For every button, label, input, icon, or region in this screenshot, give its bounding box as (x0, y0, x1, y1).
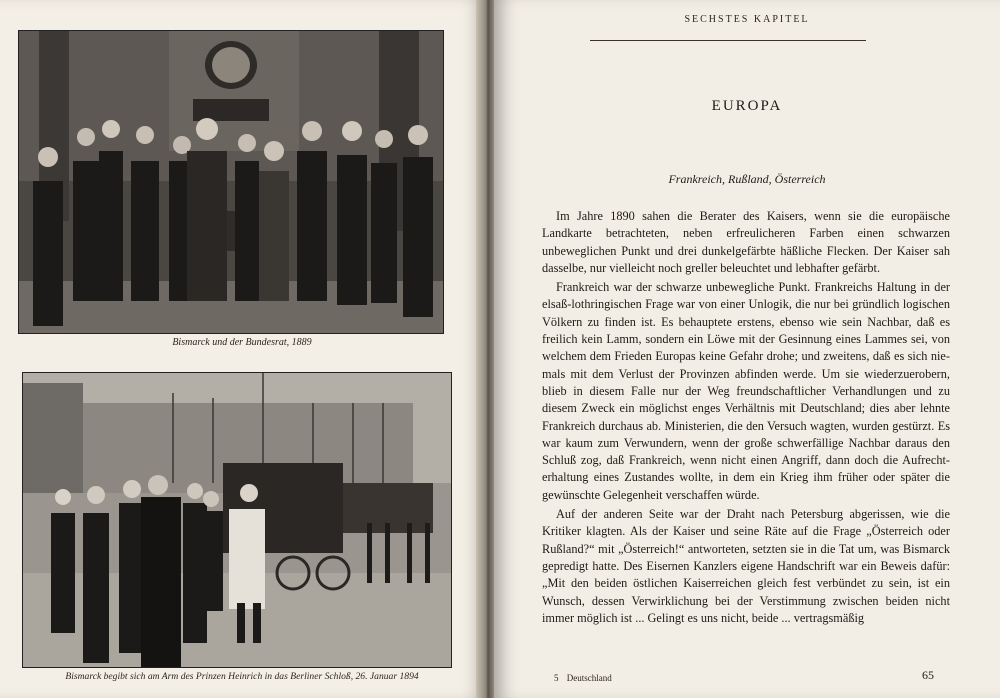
photo-berliner-schloss (22, 372, 452, 668)
signature-title: Deutschland (566, 673, 612, 683)
right-page (494, 0, 1000, 698)
photo-bundesrat-caption: Bismarck und der Bundesrat, 1889 (172, 337, 312, 348)
photo-berliner-schloss-image (23, 373, 451, 667)
page-number: 65 (922, 668, 934, 682)
photo-bundesrat-image (19, 31, 443, 333)
paragraph: Auf der anderen Seite war der Draht nach Petersburg abgerissen, wie die Kritiker klagten. Als der Kaiser und seine Räte auf die Frage „Österreich oder Rußland?“ mit „Österreich!“ antworteten, setzten sie in die Tat um, was Bismarck gepredigt hatte. Des Eisernen Kanzlers eigene Handschrift war ein Beweis dafür: „Mit den beiden östlichen Kaiserreichen gleich fest verbündet zu sein, ist ein Wunsch, dessen Verwirklichung bei der Verstimmung zwischen beiden nicht immer möglich ist ... Gelingt es uns nicht, beide ... vertragsmäßig (542, 507, 950, 625)
signature-number: 5 (554, 673, 559, 683)
section-title: Frankreich, Rußland, Österreich (668, 172, 826, 186)
photo-bundesrat (18, 30, 444, 334)
running-head: SECHSTES KAPITEL (684, 14, 810, 25)
photo-berliner-schloss-caption: Bismarck begibt sich am Arm des Prinzen Heinrich in das Berliner Schloß, 26. Januar 1894 (65, 671, 419, 682)
body-text (542, 208, 950, 629)
running-head-rule (590, 40, 866, 41)
paragraph: Frankreich war der schwarze unbewegliche Punkt. Frankreichs Haltung in der elsaß-lothringischen Frage war von einer Unlogik, die nur bei gründlich logischen Völkern zu finden ist. Es behauptete erstens, ebenso wie sein Nachbar, daß es freilich kein Lamm, sondern ein Löwe mit der Gesinnung eines Lammes sei, von welchem dem Frieden Europas keine Gefahr drohe; und zweitens, daß es sich niemals mit dem Verlust der Provinzen abfinden werde. Um sie wiederzuerobern, blieb in diesem Falle nur der Weg freundschaftlicher Verhandlungen und zu diesem Zweck ein möglichst enges Verhältnis mit Deutschland; dies aber lehnte Frankreich durchaus ab. Ministerien, die den Versuch wagten, wurden gestürzt. Es war kaum zum Verwundern, wenn der große schwerfällige Nachbar daraus den Schluß zog, daß Frankreich, wenn nicht einen Angriff, dann doch die Aufrechterhaltung eines Zustandes wollte, in dem ein Krieg ihm früher oder später die gewünschte Gelegenheit verschaffen würde. (542, 280, 950, 502)
footer-signature (554, 673, 612, 683)
paragraph: Im Jahre 1890 sahen die Berater des Kaisers, wenn sie die europäische Landkarte betrachteten, neben erfreulicheren Farben einen schwarzen unbeweglichen Punkt und drei dunkelgefärbte häßliche Flecken. Der Kaiser sah dasselbe, nur vielleicht noch greller beleuchtet und lebhafter gefärbt. (542, 209, 950, 275)
left-page (0, 0, 484, 698)
chapter-title: EUROPA (711, 98, 783, 114)
